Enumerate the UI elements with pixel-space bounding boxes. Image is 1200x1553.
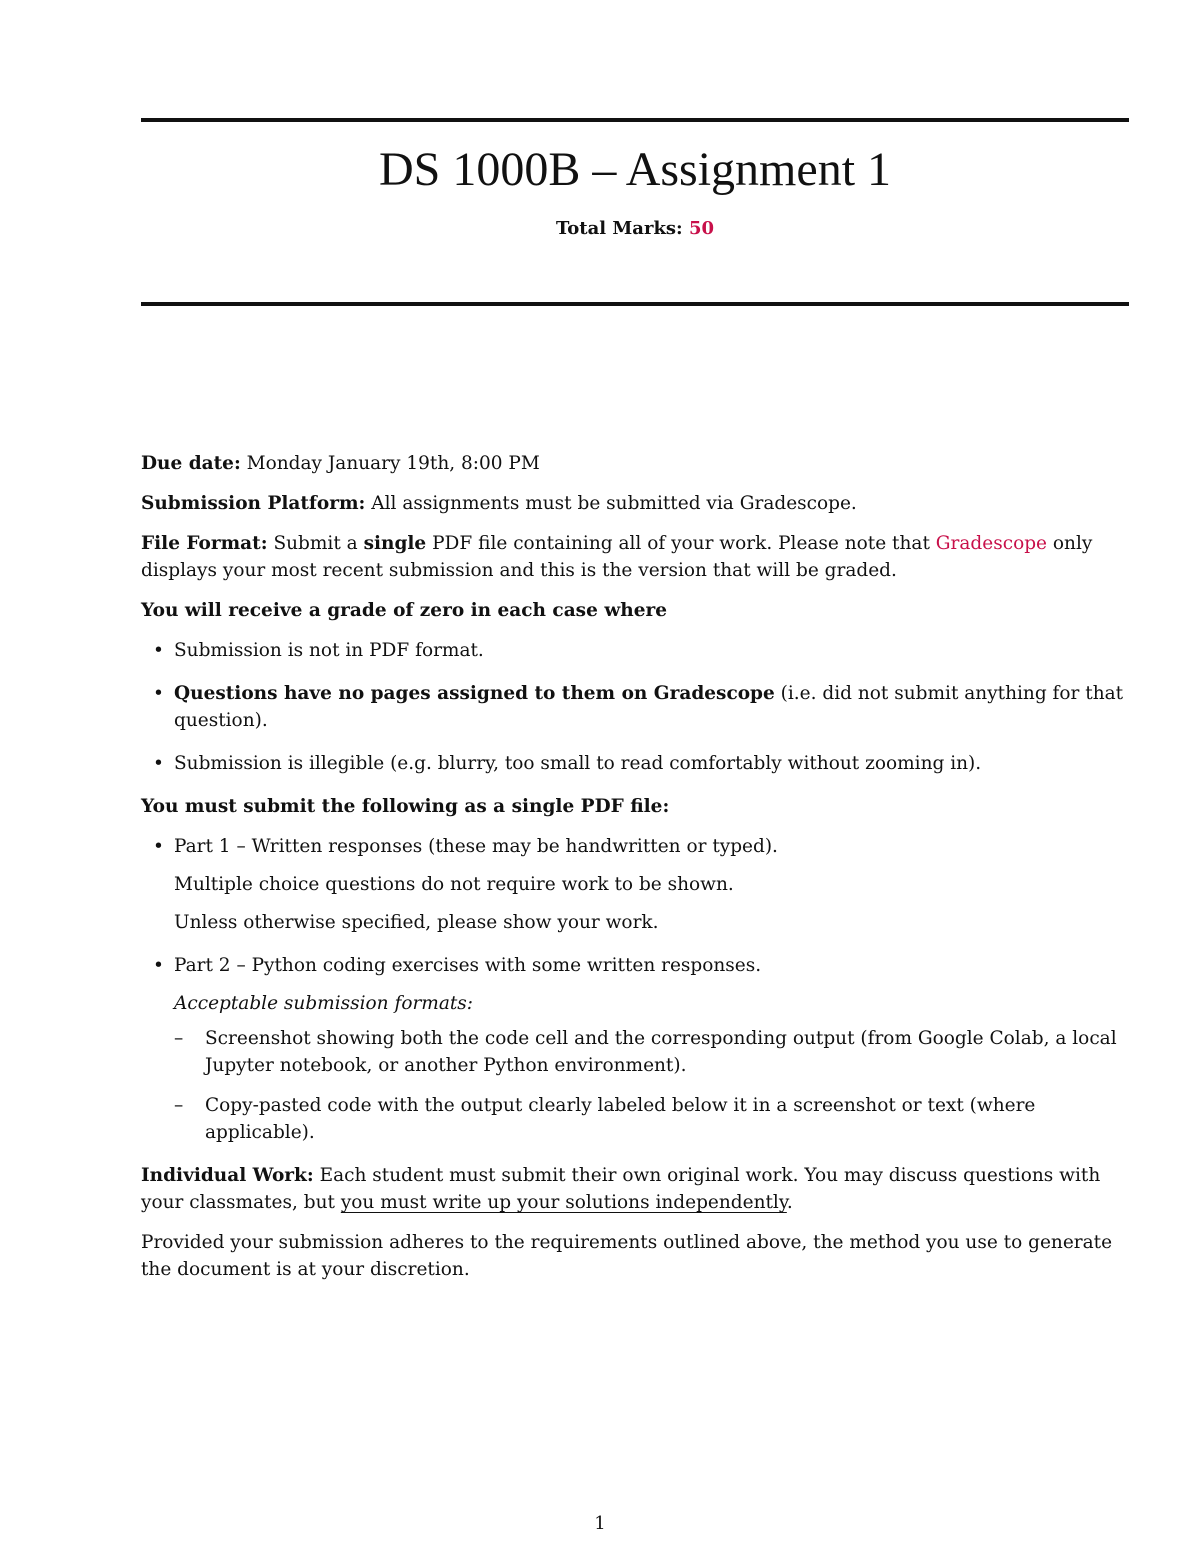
zero-grade-heading: You will receive a grade of zero in each case where: [141, 600, 667, 621]
total-marks: [141, 216, 1129, 242]
file-format-text-c: only displays your most recent submission and this is the version that will be graded.: [141, 533, 1093, 581]
list-item: [141, 680, 1131, 734]
file-format-text-b: PDF file containing all of your work. Please note that: [432, 533, 930, 554]
document-title: DS 1000B – Assignment 1: [378, 143, 892, 196]
individual-work-end: .: [786, 1192, 793, 1213]
due-date: [141, 450, 1131, 477]
platform-label: Submission Platform:: [141, 493, 366, 514]
part2-text: • Part 2 – Python coding exercises with some written responses.: [174, 955, 762, 976]
item-bold-text: Questions have no pages assigned to them on Gradescope: [174, 683, 775, 704]
individual-work-text: Each student must submit their own original work. You may discuss questions with your classmates, but: [141, 1165, 1101, 1213]
individual-work: [141, 1162, 1131, 1216]
part1-note-1: Multiple choice questions do not require work to be shown.: [174, 874, 734, 895]
individual-work-label: Individual Work:: [141, 1165, 314, 1186]
format-item: – Screenshot showing both the code cell and the corresponding output (from Google Colab, a local Jupyter notebook, or another Python environment).: [174, 1025, 1131, 1079]
platform-value: All assignments must be submitted via Gradescope.: [371, 493, 857, 514]
file-format: [141, 530, 1131, 584]
formats-list: [174, 1025, 1131, 1146]
instructions-body: [141, 450, 1131, 1296]
bottom-rule: [141, 302, 1129, 306]
format-item: – Copy-pasted code with the output clearly labeled below it in a screenshot or text (where applicable).: [174, 1092, 1131, 1146]
gradescope-link[interactable]: Gradescope: [935, 533, 1047, 554]
individual-work-underlined: you must write up your solutions independently: [340, 1192, 787, 1213]
total-marks-value: 50: [688, 218, 715, 239]
formats-label: Acceptable submission formats:: [174, 993, 474, 1014]
top-rule: [141, 118, 1129, 122]
list-item-part2: [141, 952, 1131, 1146]
due-date-value: Monday January 19th, 8:00 PM: [246, 453, 540, 474]
submit-list: [141, 833, 1131, 1146]
submission-platform: [141, 490, 1131, 517]
submit-heading: You must submit the following as a single PDF file:: [141, 796, 670, 817]
due-date-label: Due date:: [141, 453, 241, 474]
single-emphasis: single: [363, 533, 427, 554]
file-format-label: File Format:: [141, 533, 268, 554]
page-number: 1: [594, 1513, 606, 1534]
total-marks-label: Total Marks:: [555, 218, 683, 239]
item-text: (i.e. did not submit anything for that question).: [174, 683, 1124, 731]
list-item: • Submission is not in PDF format.: [141, 637, 1131, 664]
file-format-text-a: Submit a: [273, 533, 358, 554]
list-item-part1: [141, 833, 1131, 936]
part1-note-2: Unless otherwise specified, please show your work.: [174, 912, 659, 933]
list-item: • Submission is illegible (e.g. blurry, too small to read comfortably without zooming in).: [141, 750, 1131, 777]
part1-text: • Part 1 – Written responses (these may be handwritten or typed).: [174, 836, 778, 857]
closing-paragraph: Provided your submission adheres to the requirements outlined above, the method you use to generate the document is at your discretion.: [141, 1232, 1113, 1280]
zero-grade-list: [141, 637, 1131, 777]
